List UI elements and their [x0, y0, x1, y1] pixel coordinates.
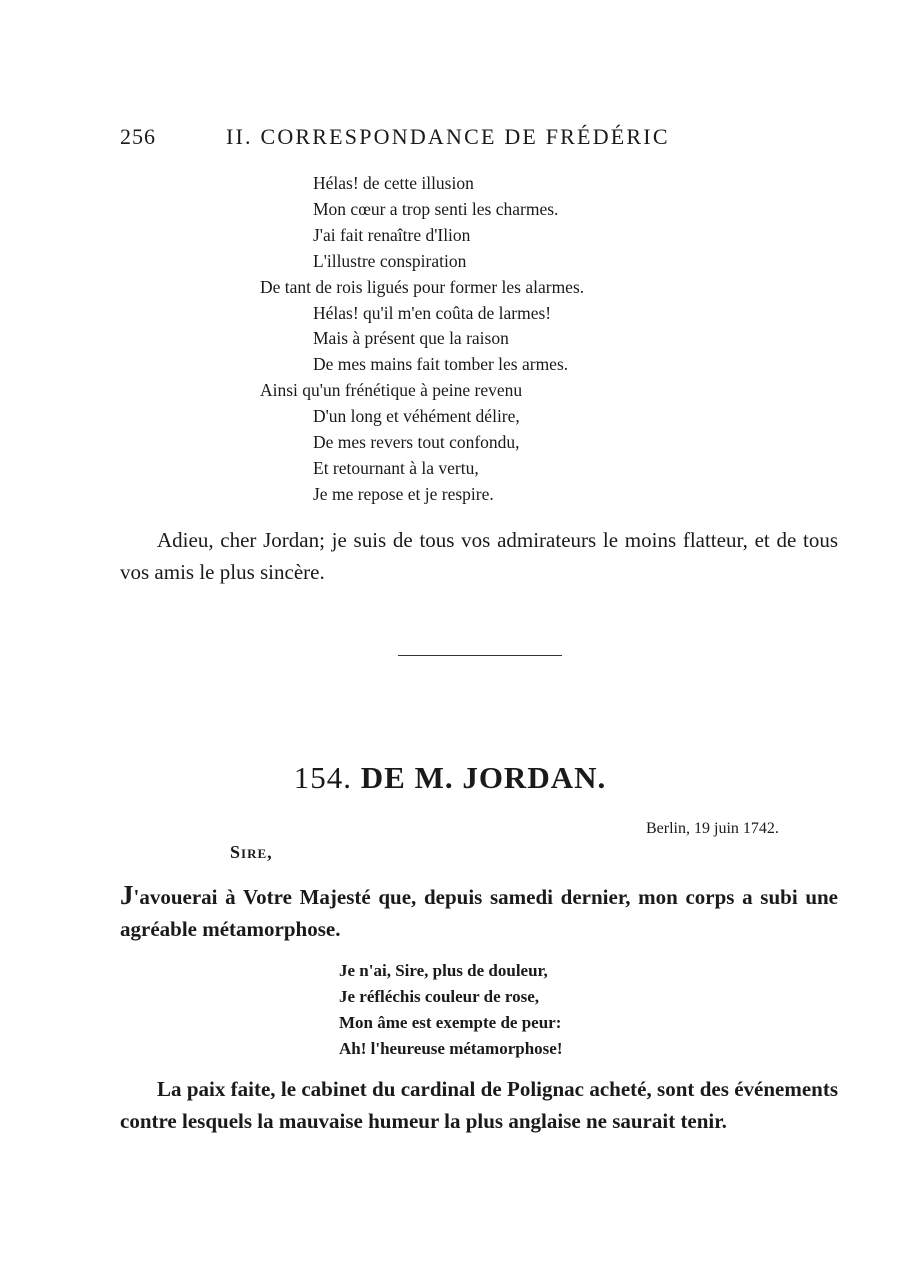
poem-line: Et retournant à la vertu,	[313, 457, 479, 478]
poem-line: J'ai fait renaître d'Ilion	[313, 224, 471, 245]
paragraph-2-text: La paix faite, le cabinet du cardinal de Polignac acheté, sont des événements contre lesquels la mauvaise humeur la plus anglaise ne saurait tenir.	[120, 1077, 838, 1133]
page-number: 256	[120, 124, 156, 149]
letter-paragraph-1	[120, 879, 838, 945]
poem-line: De mes mains fait tomber les armes.	[313, 354, 569, 375]
poem-line: Je réfléchis couleur de rose,	[339, 987, 540, 1006]
poem-line: De tant de rois ligués pour former les alarmes.	[260, 276, 585, 297]
poem-line: Je n'ai, Sire, plus de douleur,	[339, 961, 548, 980]
poem-line: Ah! l'heureuse métamorphose!	[339, 1039, 563, 1058]
letter-title: DE M. JORDAN.	[360, 760, 607, 795]
poem-line: D'un long et véhément délire,	[313, 406, 520, 427]
poem-line: De mes revers tout confondu,	[313, 432, 520, 453]
poem-line: L'illustre conspiration	[313, 250, 467, 271]
poem-line: Hélas! de cette illusion	[313, 173, 474, 193]
poem-line: Je me repose et je respire.	[313, 483, 494, 504]
letter-paragraph-2	[120, 1073, 838, 1137]
poem-line: Mon cœur a trop senti les charmes.	[313, 198, 559, 219]
letter-poem	[339, 958, 563, 1062]
running-header	[120, 124, 670, 150]
letter-number: 154.	[293, 760, 352, 795]
paragraph-1-text: 'avouerai à Votre Majesté que, depuis samedi dernier, mon corps a subi une agréable métamorphose.	[120, 885, 838, 941]
running-title: II. CORRESPONDANCE DE FRÉDÉRIC	[226, 124, 670, 149]
salutation: Sire,	[230, 842, 273, 862]
drop-cap: J	[120, 880, 134, 910]
poem-line: Hélas! qu'il m'en coûta de larmes!	[313, 302, 552, 323]
section-divider	[398, 655, 562, 656]
poem-line: Mais à présent que la raison	[313, 328, 509, 349]
poem-line: Mon âme est exempte de peur:	[339, 1013, 562, 1032]
closing-text: Adieu, cher Jordan; je suis de tous vos admirateurs le moins flatteur, et de tous vos amis le plus sincère.	[120, 528, 838, 584]
poem-stanza	[260, 171, 584, 508]
closing-paragraph	[120, 524, 838, 588]
poem-line: Ainsi qu'un frénétique à peine revenu	[260, 380, 523, 401]
dateline: Berlin, 19 juin 1742.	[646, 820, 779, 837]
letter-heading	[0, 760, 900, 796]
